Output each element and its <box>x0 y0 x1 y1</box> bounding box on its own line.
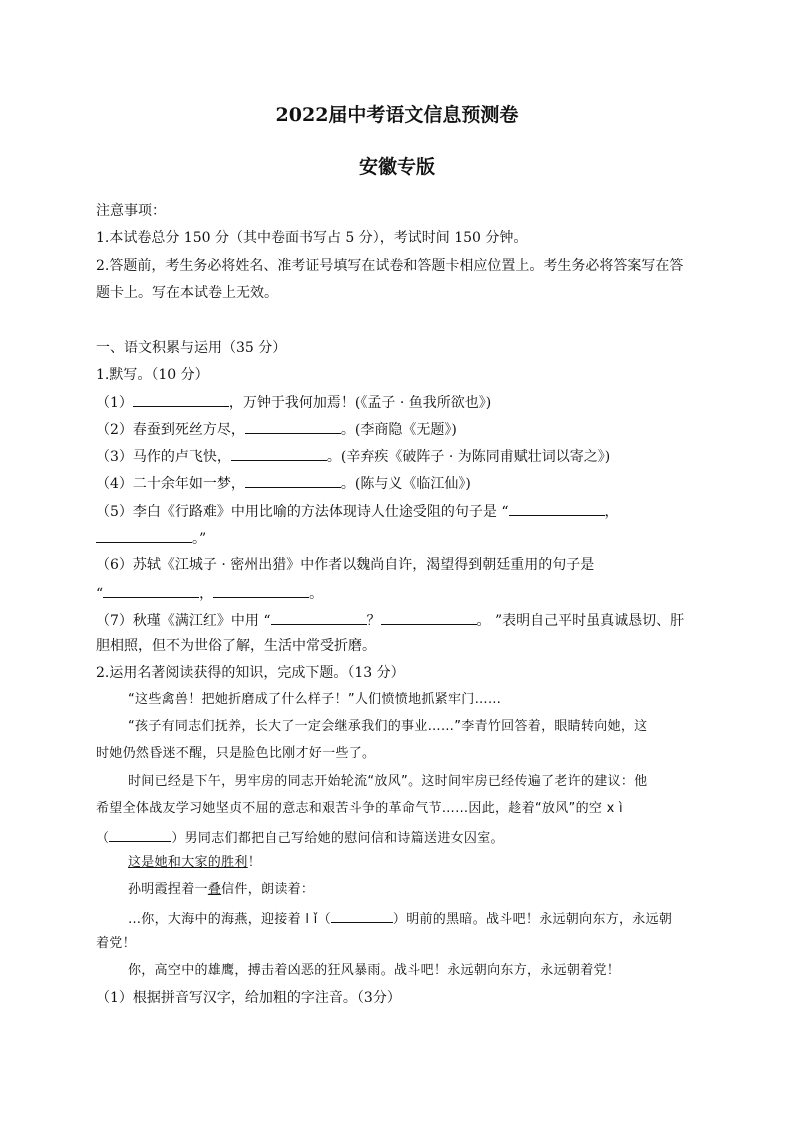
answer-blank[interactable] <box>245 473 341 488</box>
q1-item-7-label: （7）秋瑾《满江红》中用 “ <box>96 613 271 629</box>
passage-line <box>128 854 261 872</box>
exam-subtitle: 安徽专版 <box>358 156 435 178</box>
q1-item-4-label: （4）二十余年如一梦， <box>96 476 245 492</box>
q1-item-6-cont <box>96 583 323 603</box>
answer-blank[interactable] <box>133 392 229 407</box>
q1-item-7 <box>96 610 684 630</box>
q1-item-1-text: ，万钟于我何加焉！(《孟子 · 鱼我所欲也》) <box>228 395 492 411</box>
q1-item-4-text: 。(陈与义《临江仙》) <box>340 476 471 492</box>
answer-blank[interactable] <box>96 528 192 543</box>
passage-text: ）男同志们都把自己写给她的慰问信和诗篇送进女囚室。 <box>171 831 504 846</box>
answer-blank[interactable] <box>381 610 477 625</box>
answer-blank[interactable] <box>213 583 309 598</box>
passage-line <box>96 827 504 848</box>
passage-line: “孩子有同志们抚养，长大了一定会继承我们的事业……”李青竹回答着，眼睛转向她，这 <box>128 719 648 734</box>
q1-item-4 <box>96 473 471 493</box>
paren-open: （ <box>96 831 110 846</box>
q1-item-2-label: （2）春蚕到死丝方尽， <box>96 422 245 438</box>
passage-line: 时她仍然昏迷不醒，只是脸色比刚才好一些了。 <box>96 746 376 761</box>
passage-text: ）明前的黑暗。战斗吧！永远朝向东方，永远朝 <box>392 912 673 927</box>
note-1: 1.本试卷总分 150 分（其中卷面书写占 5 分），考试时间 150 分钟。 <box>96 230 528 246</box>
passage-text: 孙明霞捏着一 <box>128 882 208 897</box>
q1-item-2 <box>96 419 457 439</box>
exam-title: 2022届中考语文信息预测卷 <box>275 104 519 126</box>
q1-item-7-cont: 胆相照，但不为世俗了解，生活中常受折磨。 <box>96 638 376 654</box>
q1-item-5-end: 。” <box>192 531 207 547</box>
passage-line <box>128 908 672 929</box>
passage-line <box>128 881 314 899</box>
passage-text: …你，大海中的海燕，迎接着 l ǐ（ <box>128 912 331 927</box>
q1-heading: 1.默写。（10 分） <box>96 367 209 383</box>
q1-item-6: （6）苏轼《江城子 · 密州出猎》中作者以魏尚自许，渴望得到朝廷重用的句子是 <box>96 557 595 573</box>
answer-blank[interactable] <box>509 501 605 516</box>
answer-blank[interactable] <box>103 583 199 598</box>
q1-item-1 <box>96 392 491 412</box>
q1-item-2-text: 。(李商隐《无题》) <box>340 422 457 438</box>
passage-line: 希望全体战友学习她坚贞不屈的意志和艰苦斗争的革命气节……因此，趁着“放风”的空 x ì <box>96 801 623 816</box>
q2-sub-1: （1）根据拼音写汉字，给加粗的字注音。（3分） <box>96 990 401 1006</box>
q1-item-5-comma: ， <box>604 504 619 520</box>
q1-item-6-comma: ， <box>199 586 214 602</box>
q1-item-7-qmark: ？ <box>366 613 381 629</box>
section-1-heading: 一、语文积累与运用（35 分） <box>96 340 287 356</box>
answer-blank[interactable] <box>271 610 367 625</box>
passage-text: 信件，朗读着： <box>221 882 315 897</box>
q1-item-1-label: （1） <box>96 395 133 411</box>
q1-item-6-end: 。 <box>309 586 324 602</box>
passage-text: ！ <box>247 855 262 870</box>
note-2b: 题卡上。写在本试卷上无效。 <box>96 285 278 301</box>
q1-item-7-text: 。 ”表明自己平时虽真诚恳切、肝 <box>476 613 685 629</box>
answer-blank[interactable] <box>231 446 327 461</box>
passage-line: 你，高空中的雄鹰，搏击着凶恶的狂风暴雨。战斗吧！永远朝向东方，永远朝着党！ <box>128 963 621 978</box>
passage-line: “这些禽兽！把她折磨成了什么样子！”人们愤愤地抓紧牢门…… <box>128 692 502 707</box>
notes-heading: 注意事项： <box>96 203 166 219</box>
passage-line: 时间已经是下午，男牢房的同志开始轮流“放风”。这时间牢房已经传遍了老许的建议：他 <box>128 774 648 789</box>
answer-blank[interactable] <box>245 419 341 434</box>
q1-item-5-cont <box>96 528 206 548</box>
q1-item-3-text: 。(辛弃疾《破阵子 · 为陈同甫赋壮词以寄之》) <box>326 449 611 465</box>
q1-item-3-label: （3）马作的卢飞快， <box>96 449 231 465</box>
note-2a: 2.答题前，考生务必将姓名、准考证号填写在试卷和答题卡相应位置上。考生务必将答案写在答 <box>96 258 684 274</box>
marked-character: 叠 <box>207 882 222 897</box>
pinyin-blank[interactable] <box>331 908 393 923</box>
q1-item-6-quote: “ <box>96 586 104 602</box>
q1-item-5-label: （5）李白《行路难》中用比喻的方法体现诗人仕途受阻的句子是 “ <box>96 504 509 520</box>
passage-line: 着党！ <box>96 936 136 951</box>
pinyin-blank[interactable] <box>109 827 171 842</box>
q1-item-3 <box>96 446 610 466</box>
q2-heading: 2.运用名著阅读获得的知识，完成下题。（13 分） <box>96 665 405 681</box>
underlined-phrase: 这是她和大家的胜利 <box>128 855 248 870</box>
q1-item-5 <box>96 501 619 521</box>
